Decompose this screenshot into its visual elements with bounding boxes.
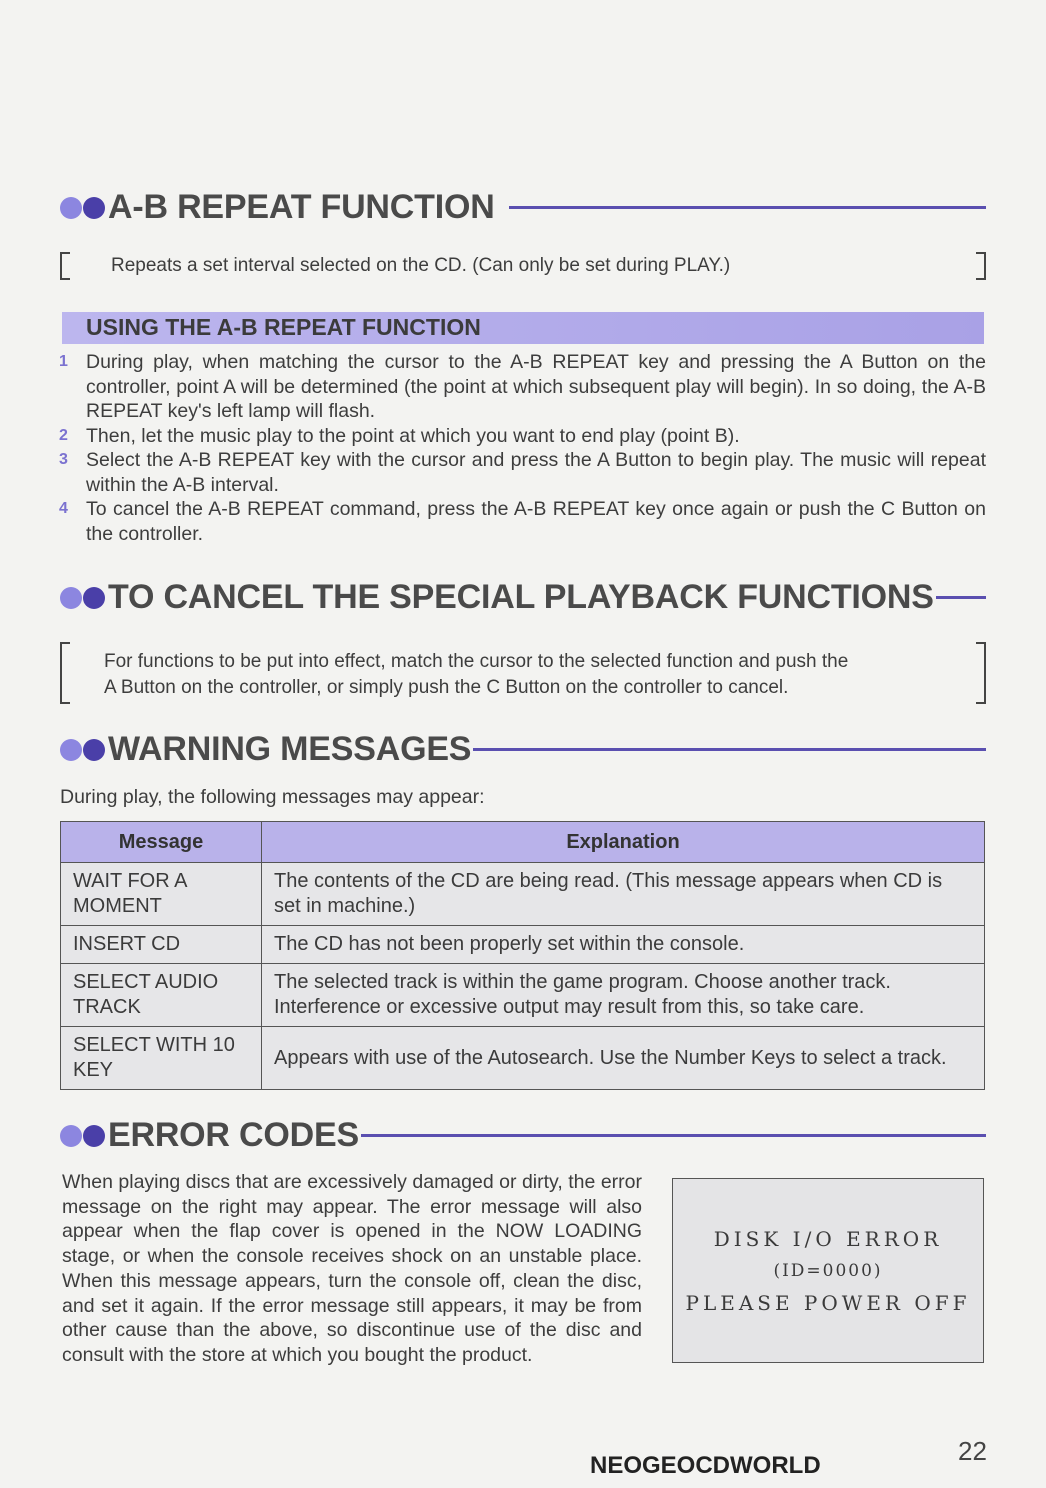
explanation-cell: The contents of the CD are being read. (This message appears when CD is set in machine.)	[262, 863, 985, 926]
list-item	[58, 350, 986, 424]
explanation-cell: The CD has not been properly set within the console.	[262, 926, 985, 964]
step-number: 1	[59, 353, 68, 370]
step-text: Select the A-B REPEAT key with the cursor and press the A Button to begin play. The music will repeat within the A-B interval.	[86, 449, 986, 496]
explanation-cell: The selected track is within the game program. Choose another track. Interference or excessive output may result from this, so take care.	[262, 964, 985, 1027]
section-heading-cancel	[60, 578, 986, 617]
sub-heading-band	[62, 312, 984, 344]
step-number: 3	[59, 451, 68, 468]
step-number: 4	[59, 500, 68, 517]
warning-intro: During play, the following messages may appear:	[60, 786, 485, 808]
step-number: 2	[59, 426, 68, 444]
message-cell: SELECT AUDIO TRACK	[61, 964, 262, 1027]
error-screen-line-1: DISK I/O ERROR	[713, 1227, 943, 1251]
step-text: To cancel the A-B REPEAT command, press the A-B REPEAT key once again or push the C Button on the controller.	[86, 498, 986, 545]
bullet-dots-icon	[60, 197, 106, 219]
sub-heading: USING THE A-B REPEAT FUNCTION	[86, 314, 481, 340]
heading-rule	[509, 206, 986, 209]
page-number: 22	[958, 1436, 987, 1466]
message-cell: INSERT CD	[61, 926, 262, 964]
heading-rule	[473, 748, 986, 751]
steps-list	[58, 350, 986, 546]
table-row	[61, 926, 985, 964]
error-description: When playing discs that are excessively damaged or dirty, the error message on the right may appear. The error message will also appear when the flap cover is opened in the NOW LOADING stage, or when the console receives shock on an unstable place. When this message appears, turn the console off, clean the disc, and set it again. If the error message still appears, it may be from other cause than the above, so discontinue use of the disc and consult with the store at which you bought the product.	[62, 1171, 642, 1366]
bullet-dots-icon	[60, 739, 106, 761]
error-screen-line-2: (ID=0000)	[773, 1261, 883, 1281]
error-screen-line-3: PLEASE POWER OFF	[685, 1291, 971, 1315]
watermark: NEOGEOCDWORLD	[590, 1452, 821, 1479]
list-item	[58, 424, 986, 449]
table-row	[61, 964, 985, 1027]
section-title: A-B REPEAT FUNCTION	[108, 188, 495, 226]
note-text: Repeats a set interval selected on the CD. (Can only be set during PLAY.)	[111, 255, 731, 276]
table-row	[61, 863, 985, 926]
warning-messages-table	[60, 821, 985, 1090]
table-row	[61, 1027, 985, 1090]
bullet-dots-icon	[60, 587, 106, 609]
heading-rule	[936, 596, 986, 599]
message-cell: SELECT WITH 10 KEY	[61, 1027, 262, 1090]
step-text: Then, let the music play to the point at which you want to end play (point B).	[86, 424, 740, 447]
column-header-explanation: Explanation	[262, 822, 985, 863]
error-screen	[672, 1178, 984, 1363]
message-cell: WAIT FOR A MOMENT	[61, 863, 262, 926]
bracketed-note	[60, 252, 986, 280]
section-heading-warning	[60, 730, 986, 769]
heading-rule	[361, 1134, 986, 1137]
column-header-message: Message	[61, 822, 262, 863]
table-header-row	[61, 822, 985, 863]
section-heading-error	[60, 1116, 986, 1155]
section-title: WARNING MESSAGES	[108, 730, 472, 768]
bracketed-note	[60, 642, 986, 704]
section-title: TO CANCEL THE SPECIAL PLAYBACK FUNCTIONS	[108, 578, 934, 616]
note-text-line-1: For functions to be put into effect, match the cursor to the selected function and push the	[104, 651, 849, 672]
section-title: ERROR CODES	[108, 1116, 359, 1154]
step-text: During play, when matching the cursor to the A-B REPEAT key and pressing the A Button on the controller, point A will be determined (the point at which subsequent play will begin). In so doing, the A-B REPEAT key's left lamp will flash.	[86, 351, 986, 422]
explanation-cell: Appears with use of the Autosearch. Use the Number Keys to select a track.	[262, 1027, 985, 1090]
list-item	[58, 497, 986, 546]
note-text-line-2: A Button on the controller, or simply push the C Button on the controller to cancel.	[104, 677, 789, 698]
bullet-dots-icon	[60, 1125, 106, 1147]
list-item	[58, 448, 986, 497]
section-heading-ab-repeat	[60, 188, 986, 227]
